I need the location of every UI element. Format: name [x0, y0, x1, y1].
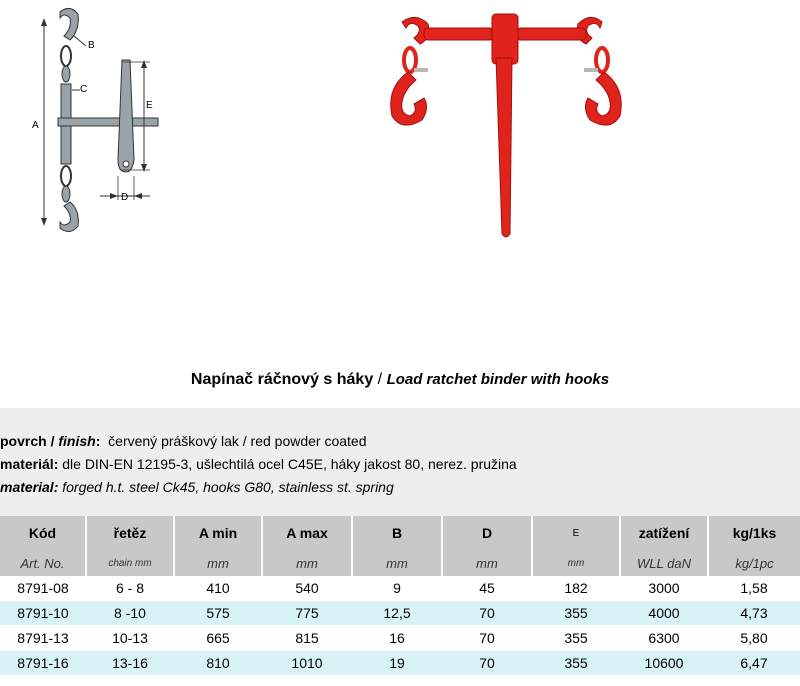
cell-weight: 1,58 — [708, 576, 800, 601]
header-weight: kg/1ks — [708, 516, 800, 550]
cell-d: 70 — [442, 626, 532, 651]
cell-b: 16 — [352, 626, 442, 651]
material-value-cz: dle DIN-EN 12195-3, ušlechtilá ocel C45E, háky jakost 80, nerez. pružina — [62, 456, 517, 472]
dim-label-b: B — [88, 40, 95, 51]
finish-value: červený práškový lak / red powder coated — [108, 433, 367, 449]
cell-load: 10600 — [620, 651, 708, 676]
cell-code: 8791-13 — [0, 626, 86, 651]
cell-chain: 10-13 — [86, 626, 174, 651]
table-row — [0, 651, 800, 676]
dim-label-a: A — [32, 120, 39, 131]
header-e: E — [532, 516, 620, 550]
cell-b: 19 — [352, 651, 442, 676]
header-b: B — [352, 516, 442, 550]
cell-weight: 4,73 — [708, 601, 800, 626]
cell-weight: 5,80 — [708, 626, 800, 651]
title-en: Load ratchet binder with hooks — [386, 371, 610, 388]
header-d: D — [442, 516, 532, 550]
cell-a-min: 810 — [174, 651, 262, 676]
cell-chain: 6 - 8 — [86, 576, 174, 601]
cell-load: 4000 — [620, 601, 708, 626]
technical-drawing — [0, 0, 200, 240]
cell-a-min: 410 — [174, 576, 262, 601]
title-separator: / — [373, 371, 387, 388]
subheader-e: mm — [532, 550, 620, 576]
header-a-min: A min — [174, 516, 262, 550]
cell-e: 355 — [532, 651, 620, 676]
cell-code: 8791-10 — [0, 601, 86, 626]
cell-code: 8791-16 — [0, 651, 86, 676]
product-title — [0, 368, 800, 392]
cell-a-min: 575 — [174, 601, 262, 626]
cell-e: 355 — [532, 601, 620, 626]
cell-weight: 6,47 — [708, 651, 800, 676]
cell-e: 355 — [532, 626, 620, 651]
table-row — [0, 601, 800, 626]
cell-b: 12,5 — [352, 601, 442, 626]
product-photo — [380, 8, 630, 243]
subheader-kg-pc: kg/1pc — [708, 550, 800, 576]
finish-label-en: finish — [58, 433, 96, 449]
cell-a-min: 665 — [174, 626, 262, 651]
subheader-art-no: Art. No. — [0, 550, 86, 576]
spec-block — [0, 408, 800, 516]
cell-load: 6300 — [620, 626, 708, 651]
finish-label-cz: povrch — [0, 433, 47, 449]
spec-finish-line: povrch / finish: červený práškový lak / red powder coated — [0, 433, 367, 449]
header-a-max: A max — [262, 516, 352, 550]
subheader-d: mm — [442, 550, 532, 576]
cell-a-max: 540 — [262, 576, 352, 601]
cell-code: 8791-08 — [0, 576, 86, 601]
cell-a-max: 815 — [262, 626, 352, 651]
cell-e: 182 — [532, 576, 620, 601]
cell-d: 45 — [442, 576, 532, 601]
header-load: zatížení — [620, 516, 708, 550]
cell-d: 70 — [442, 601, 532, 626]
material-label-cz: materiál: — [0, 456, 59, 472]
dim-label-c: C — [80, 84, 88, 95]
cell-load: 3000 — [620, 576, 708, 601]
subheader-a-min: mm — [174, 550, 262, 576]
cell-a-max: 775 — [262, 601, 352, 626]
header-code: Kód — [0, 516, 86, 550]
spec-material-cz-line — [0, 454, 517, 474]
cell-chain: 13-16 — [86, 651, 174, 676]
subheader-b: mm — [352, 550, 442, 576]
title-cz: Napínač ráčnový s háky — [190, 371, 374, 388]
dim-label-d: D — [121, 192, 129, 203]
spec-material-en-line — [0, 477, 394, 497]
product-table — [0, 516, 800, 676]
table-row — [0, 626, 800, 651]
dim-label-e: E — [146, 100, 153, 111]
table-row — [0, 576, 800, 601]
cell-a-max: 1010 — [262, 651, 352, 676]
subheader-chain: chain mm — [86, 550, 174, 576]
material-value-en: forged h.t. steel Ck45, hooks G80, stainless st. spring — [62, 479, 394, 495]
subheader-a-max: mm — [262, 550, 352, 576]
cell-d: 70 — [442, 651, 532, 676]
header-chain: řetěz — [86, 516, 174, 550]
subheader-wll: WLL daN — [620, 550, 708, 576]
cell-chain: 8 -10 — [86, 601, 174, 626]
cell-b: 9 — [352, 576, 442, 601]
material-label-en: material: — [0, 479, 59, 495]
